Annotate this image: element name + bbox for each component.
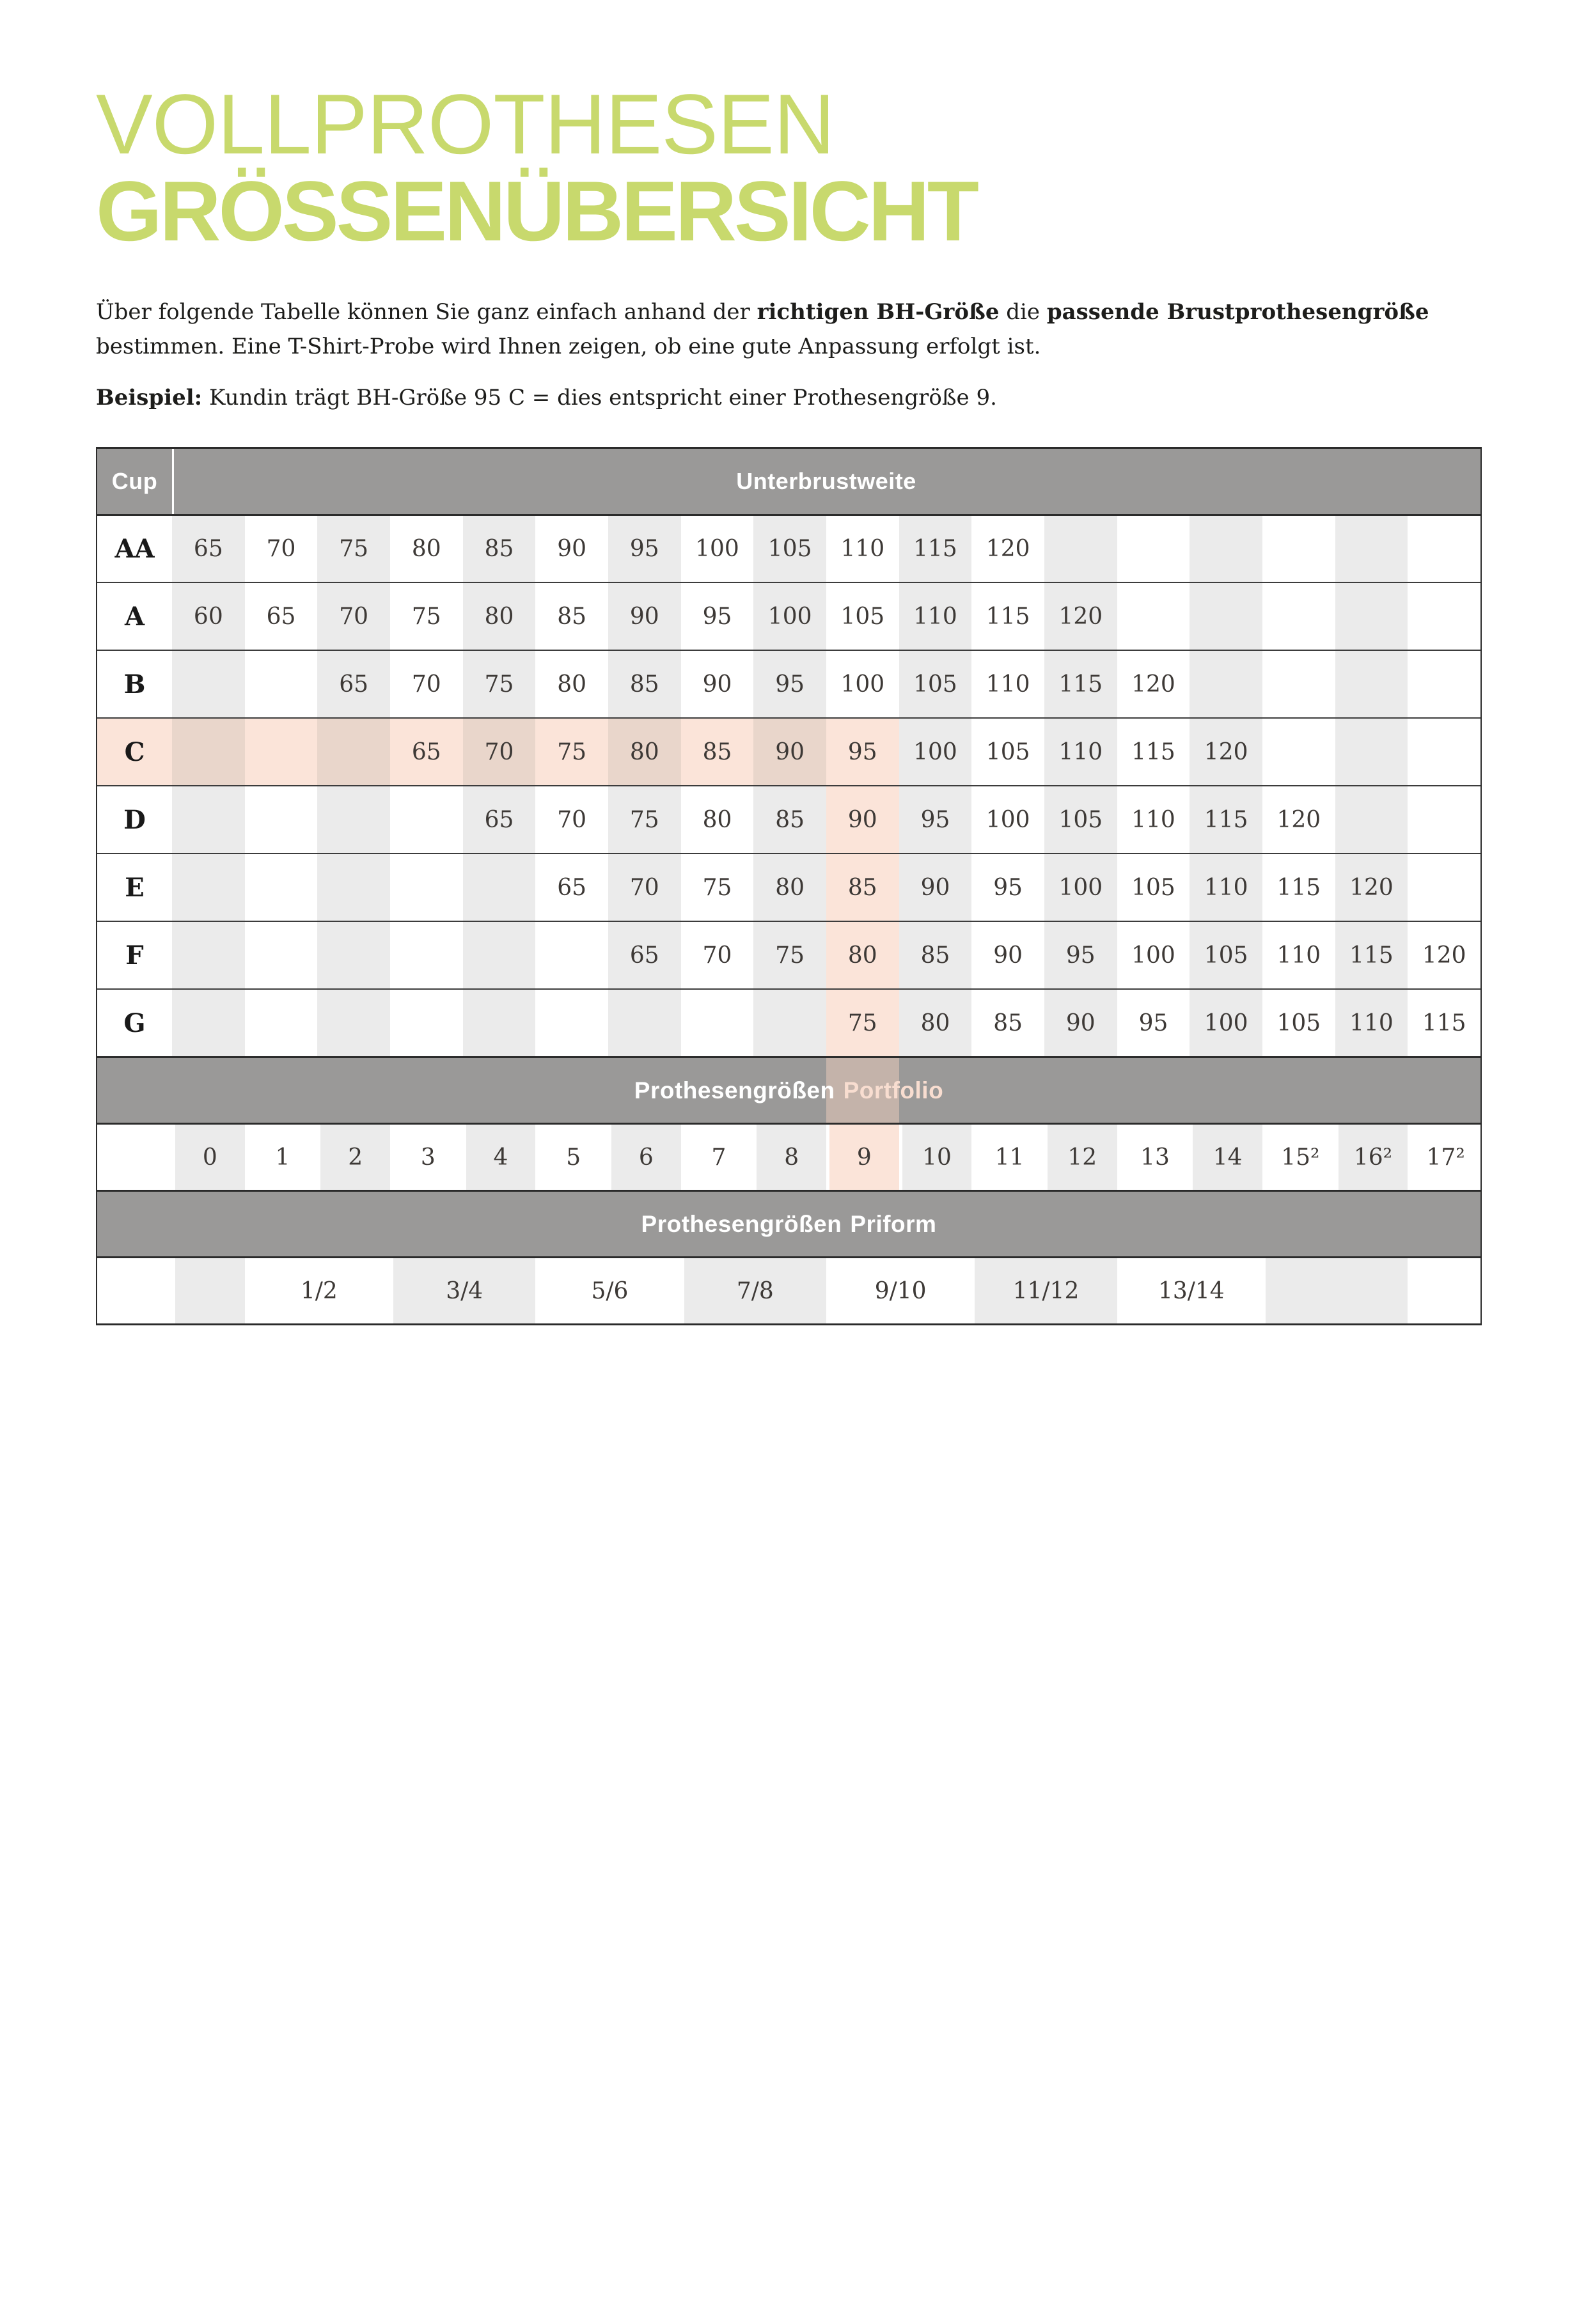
- priform-size-cell: 11/12: [971, 1258, 1117, 1323]
- size-cell: 75: [317, 516, 390, 582]
- size-cell: 100: [695, 536, 739, 562]
- size-cell: [681, 990, 754, 1056]
- size-cell: 90: [826, 786, 899, 853]
- size-cell: 110: [1131, 806, 1175, 833]
- priform-size-cell: 13/14: [1117, 1258, 1262, 1323]
- size-cell: [172, 719, 245, 785]
- size-cell: 80: [608, 719, 681, 785]
- size-cell: 100: [840, 671, 885, 698]
- size-cell: 95: [608, 516, 681, 582]
- size-cell: 70: [608, 854, 681, 921]
- empty-cell: [97, 1125, 172, 1190]
- size-cell: [390, 990, 463, 1056]
- size-cell: 90: [993, 942, 1023, 969]
- size-cell: 90: [1044, 990, 1117, 1056]
- size-cell: [1190, 651, 1262, 717]
- intro-paragraph: [96, 295, 1482, 364]
- size-cell: [317, 854, 390, 921]
- size-cell: 115: [1422, 1010, 1466, 1036]
- size-cell: [463, 922, 536, 988]
- size-cell: 100: [985, 806, 1030, 833]
- portfolio-size-cell: 5: [535, 1125, 608, 1190]
- example-text: Kundin trägt BH-Größe 95 C = dies entspricht einer Prothesengröße 9.: [202, 385, 997, 410]
- size-cell: 65: [390, 719, 463, 785]
- size-cell: [1408, 651, 1480, 717]
- empty-cell: [97, 1258, 172, 1323]
- cup-row-a: [97, 582, 1480, 650]
- size-cell: 120: [1190, 719, 1262, 785]
- size-cell: [245, 990, 318, 1056]
- size-cell: 70: [702, 942, 732, 969]
- size-cell: 85: [463, 516, 536, 582]
- size-cell: [1262, 583, 1335, 650]
- portfolio-size-cell: 13: [1117, 1125, 1190, 1190]
- portfolio-size-cell: 2: [317, 1125, 390, 1190]
- size-cell: 100: [899, 719, 972, 785]
- size-cell: [1117, 516, 1190, 582]
- cup-label-cell: D: [123, 804, 146, 835]
- portfolio-size-cell: 6: [608, 1125, 681, 1190]
- cup-header-cell: Cup: [111, 468, 158, 494]
- size-cell: 100: [1044, 854, 1117, 921]
- priform-sizes-row: [97, 1256, 1480, 1323]
- cup-row-c: [97, 717, 1480, 785]
- size-cell: 75: [702, 874, 732, 901]
- size-cell: 75: [753, 922, 826, 988]
- intro-bold-prosthesis-size: passende Brustprothesengröße: [1046, 299, 1429, 325]
- size-cell: 75: [463, 651, 536, 717]
- size-cell: [1408, 516, 1480, 582]
- cup-row-e: [97, 853, 1480, 921]
- cup-label-cell: AA: [114, 534, 155, 564]
- size-cell: [1335, 786, 1408, 853]
- size-cell: [172, 786, 245, 853]
- size-cell: 115: [1335, 922, 1408, 988]
- cup-label-cell: F: [125, 940, 144, 971]
- size-cell: 95: [826, 719, 899, 785]
- size-cell: 65: [172, 516, 245, 582]
- portfolio-size-cell: 0: [172, 1125, 245, 1190]
- priform-size-cell: [1262, 1258, 1408, 1323]
- size-cell: [317, 922, 390, 988]
- size-cell: [1262, 516, 1335, 582]
- size-cell: 110: [1044, 719, 1117, 785]
- size-cell: 85: [681, 719, 754, 785]
- size-cell: 110: [1190, 854, 1262, 921]
- band-word: Priform: [850, 1210, 937, 1237]
- cup-row-aa: [97, 514, 1480, 582]
- size-cell: 90: [753, 719, 826, 785]
- size-cell: [245, 651, 318, 717]
- size-cell: [172, 922, 245, 988]
- cup-label-cell: A: [124, 601, 145, 632]
- size-cell: 120: [1276, 806, 1321, 833]
- example-paragraph: [96, 380, 1482, 415]
- size-cell: 105: [753, 516, 826, 582]
- size-cell: [1408, 583, 1480, 650]
- size-cell: [1262, 719, 1335, 785]
- size-cell: 100: [1131, 942, 1175, 969]
- size-cell: 80: [463, 583, 536, 650]
- size-cell: [1190, 516, 1262, 582]
- size-cell: 85: [557, 603, 587, 630]
- band-word: Prothesengrößen: [641, 1210, 842, 1237]
- size-cell: [245, 719, 318, 785]
- size-cell: 65: [317, 651, 390, 717]
- priform-size-cell: 1/2: [245, 1258, 390, 1323]
- cup-label-cell: G: [123, 1008, 146, 1038]
- portfolio-sizes-row: [97, 1123, 1480, 1190]
- portfolio-band-label: [634, 1077, 943, 1104]
- size-cell: 75: [826, 990, 899, 1056]
- priform-band: [97, 1190, 1480, 1256]
- intro-text: Über folgende Tabelle können Sie ganz einfach anhand der: [96, 299, 757, 325]
- page-content: [96, 77, 1482, 1325]
- size-cell: 120: [1335, 854, 1408, 921]
- size-cell: 110: [985, 671, 1030, 698]
- size-cell: [463, 990, 536, 1056]
- size-cell: [172, 990, 245, 1056]
- cup-label-cell: C: [97, 719, 172, 785]
- size-cell: 70: [557, 806, 587, 833]
- portfolio-size-cell: 9: [826, 1125, 899, 1190]
- size-cell: [245, 786, 318, 853]
- size-cell: 65: [463, 786, 536, 853]
- priform-band-label: [641, 1211, 937, 1238]
- size-cell: 65: [557, 874, 587, 901]
- size-cell: 85: [826, 854, 899, 921]
- size-cell: [390, 854, 463, 921]
- size-cell: 105: [1190, 922, 1262, 988]
- size-cell: 115: [985, 603, 1030, 630]
- size-cell: [1044, 516, 1117, 582]
- priform-size-cell: 9/10: [826, 1258, 971, 1323]
- intro-text: bestimmen. Eine T-Shirt-Probe wird Ihnen zeigen, ob eine gute Anpassung erfolgt ist.: [96, 334, 1041, 359]
- priform-size-cell: 7/8: [681, 1258, 826, 1323]
- portfolio-size-cell: 11: [971, 1125, 1044, 1190]
- size-cell: 70: [411, 671, 441, 698]
- size-cell: 115: [1131, 738, 1175, 765]
- size-cell: [753, 990, 826, 1056]
- size-cell: 105: [985, 738, 1030, 765]
- size-cell: 95: [1044, 922, 1117, 988]
- size-cell: [1408, 786, 1480, 853]
- size-cell: 95: [753, 651, 826, 717]
- size-cell: 105: [899, 651, 972, 717]
- intro-text: die: [999, 299, 1047, 325]
- portfolio-band: [97, 1056, 1480, 1123]
- size-cell: 85: [753, 786, 826, 853]
- size-cell: [608, 990, 681, 1056]
- size-cell: [317, 990, 390, 1056]
- size-cell: 105: [1276, 1010, 1321, 1036]
- cup-column-divider: [172, 449, 174, 514]
- cup-label-cell: E: [125, 872, 145, 903]
- size-cell: [317, 719, 390, 785]
- size-cell: [390, 786, 463, 853]
- size-cell: 90: [899, 854, 972, 921]
- page-title-line1: VOLLPROTHESEN: [96, 77, 835, 172]
- size-cell: 80: [411, 536, 441, 562]
- size-cell: 120: [1131, 671, 1175, 698]
- size-cell: 110: [1276, 942, 1321, 969]
- size-cell: 105: [1131, 874, 1175, 901]
- size-cell: [172, 854, 245, 921]
- size-cell: 75: [411, 603, 441, 630]
- size-cell: [317, 786, 390, 853]
- band-word: Portfolio: [843, 1077, 944, 1104]
- page-title-line2: GRÖSSENÜBERSICHT: [96, 164, 977, 259]
- size-cell: [1408, 854, 1480, 921]
- size-cell: 100: [753, 583, 826, 650]
- size-cell: 80: [702, 806, 732, 833]
- size-cell: 115: [1044, 651, 1117, 717]
- size-cell: [245, 854, 318, 921]
- size-cell: [1262, 651, 1335, 717]
- size-cell: [1335, 719, 1408, 785]
- portfolio-size-cell: 1: [245, 1125, 318, 1190]
- size-cell: 100: [1190, 990, 1262, 1056]
- size-cell: 95: [1138, 1010, 1168, 1036]
- size-cell: 90: [608, 583, 681, 650]
- portfolio-size-cell: 14: [1190, 1125, 1262, 1190]
- cup-row-b: [97, 650, 1480, 717]
- size-cell: 120: [1044, 583, 1117, 650]
- size-cell: 110: [1335, 990, 1408, 1056]
- size-cell: 65: [608, 922, 681, 988]
- size-cell: 95: [899, 786, 972, 853]
- size-cell: 120: [1422, 942, 1466, 969]
- size-cell: 80: [899, 990, 972, 1056]
- size-cell: [245, 922, 318, 988]
- size-cell: [390, 922, 463, 988]
- portfolio-size-cell: 7: [681, 1125, 754, 1190]
- size-cell: [535, 922, 608, 988]
- size-cell: 120: [985, 536, 1030, 562]
- size-cell: 75: [535, 719, 608, 785]
- size-cell: [463, 854, 536, 921]
- size-cell: 70: [266, 536, 296, 562]
- intro-bold-bra-size: richtigen BH-Größe: [757, 299, 1000, 325]
- portfolio-size-cell: 10: [899, 1125, 972, 1190]
- size-cell: 105: [1044, 786, 1117, 853]
- size-cell: [1335, 516, 1408, 582]
- document-page: [0, 77, 1586, 2324]
- portfolio-size-cell: 4: [463, 1125, 536, 1190]
- priform-size-cell: 5/6: [535, 1258, 680, 1323]
- size-cell: [535, 990, 608, 1056]
- table-header-row: [97, 449, 1480, 514]
- size-cell: 85: [899, 922, 972, 988]
- cup-row-g: [97, 988, 1480, 1056]
- priform-size-cell: [1408, 1258, 1480, 1323]
- size-table: [96, 447, 1482, 1325]
- portfolio-size-cell: 17²: [1408, 1125, 1480, 1190]
- portfolio-size-cell: 15²: [1262, 1125, 1335, 1190]
- portfolio-size-cell: 16²: [1335, 1125, 1408, 1190]
- size-cell: 65: [266, 603, 296, 630]
- cup-row-d: [97, 785, 1480, 853]
- size-cell: 105: [840, 603, 885, 630]
- size-cell: [1408, 719, 1480, 785]
- size-cell: 110: [840, 536, 885, 562]
- portfolio-size-cell: 3: [390, 1125, 463, 1190]
- size-cell: 110: [899, 583, 972, 650]
- size-cell: 85: [608, 651, 681, 717]
- size-cell: 90: [557, 536, 587, 562]
- size-cell: 85: [993, 1010, 1023, 1036]
- size-cell: 75: [608, 786, 681, 853]
- size-cell: 115: [1276, 874, 1321, 901]
- size-cell: 70: [317, 583, 390, 650]
- portfolio-size-cell: 12: [1044, 1125, 1117, 1190]
- size-cell: [1117, 583, 1190, 650]
- cup-row-f: [97, 921, 1480, 988]
- size-cell: 95: [702, 603, 732, 630]
- size-cell: 70: [463, 719, 536, 785]
- size-cell: 115: [1190, 786, 1262, 853]
- size-cell: [1335, 583, 1408, 650]
- size-cell: [172, 651, 245, 717]
- size-cell: 80: [557, 671, 587, 698]
- priform-size-cell: [172, 1258, 245, 1323]
- size-cell: [1190, 583, 1262, 650]
- size-cell: 90: [702, 671, 732, 698]
- portfolio-size-cell: 8: [753, 1125, 826, 1190]
- cup-label-cell: B: [123, 669, 146, 699]
- size-cell: 80: [753, 854, 826, 921]
- priform-size-cell: 3/4: [390, 1258, 535, 1323]
- size-cell: [1335, 651, 1408, 717]
- unterbrustweite-header-cell: Unterbrustweite: [736, 468, 916, 494]
- size-cell: 115: [899, 516, 972, 582]
- size-cell: 80: [826, 922, 899, 988]
- band-word: Prothesengrößen: [634, 1077, 835, 1104]
- size-cell: 60: [172, 583, 245, 650]
- example-label: Beispiel:: [96, 385, 203, 410]
- page-title: [96, 77, 1482, 259]
- size-cell: 95: [993, 874, 1023, 901]
